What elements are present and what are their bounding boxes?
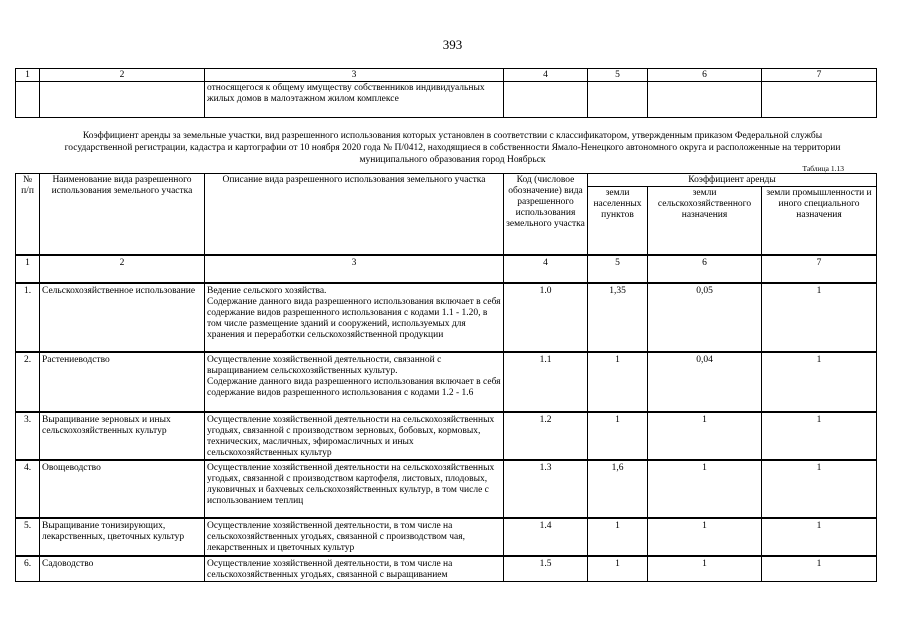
row-coef-agri: 0,04 — [648, 352, 762, 412]
row-name — [40, 82, 205, 118]
row-coef-industry — [762, 82, 877, 118]
table-heading: Коэффициент аренды за земельные участки, вид разрешенного использования которых установлен в соответствии с классификатором, утвержденным приказом Федеральной службы государственной регистрации, кадастра и картографии от 10 ноября 2020 года № П/0412, находящиеся в собственности Ямало-Ненецкого автономного округа и расположенные на территории муниципального образования город Ноябрьск — [64, 131, 841, 165]
row-code: 1.4 — [504, 518, 588, 556]
row-coef-industry: 1 — [762, 518, 877, 556]
table-row — [16, 460, 877, 518]
row-coef-industry: 1 — [762, 352, 877, 412]
header-coef-settlements: земли населенных пунктов — [588, 187, 648, 255]
header-coef: Коэффициент аренды — [588, 174, 877, 187]
table-row — [16, 283, 877, 352]
index-row — [16, 255, 877, 283]
col-index: 5 — [588, 255, 648, 283]
row-coef-settlements: 1,35 — [588, 283, 648, 352]
row-name: Садоводство — [40, 556, 205, 582]
row-description: Осуществление хозяйственной деятельности, в том числе на сельскохозяйственных угодьях, связанной с производством чая, лекарственных и цветочных культур — [205, 518, 504, 556]
row-code: 1.1 — [504, 352, 588, 412]
rent-coefficient-table — [15, 173, 877, 582]
row-description: Осуществление хозяйственной деятельности, в том числе на сельскохозяйственных угодьях, связанной с выращиванием — [205, 556, 504, 582]
row-name: Выращивание зерновых и иных сельскохозяйственных культур — [40, 412, 205, 460]
row-coef-agri: 0,05 — [648, 283, 762, 352]
row-number — [16, 82, 40, 118]
row-coef-agri: 1 — [648, 518, 762, 556]
page-number: 393 — [442, 37, 463, 52]
col-index: 5 — [588, 69, 648, 82]
row-coef-industry: 1 — [762, 412, 877, 460]
row-coef-settlements: 1 — [588, 556, 648, 582]
col-index: 4 — [504, 69, 588, 82]
row-coef-industry: 1 — [762, 556, 877, 582]
row-description: относящегося к общему имуществу собственников индивидуальных жилых домов в малоэтажном жилом комплексе — [205, 82, 504, 118]
col-index: 4 — [504, 255, 588, 283]
row-number: 1. — [16, 283, 40, 352]
row-coef-agri — [648, 82, 762, 118]
row-code: 1.3 — [504, 460, 588, 518]
row-number: 5. — [16, 518, 40, 556]
row-number: 2. — [16, 352, 40, 412]
row-code: 1.2 — [504, 412, 588, 460]
row-description: Ведение сельского хозяйства. Содержание данного вида разрешенного использования включает в себя содержание видов разрешенного использования с кодами 1.1 - 1.20, в том числе размещение зданий и сооружений, используемых для хранения и переработки сельскохозяйственной продукции — [205, 283, 504, 352]
table-row — [16, 518, 877, 556]
row-coef-settlements: 1 — [588, 352, 648, 412]
col-index: 7 — [762, 69, 877, 82]
col-index: 3 — [205, 69, 504, 82]
row-description: Осуществление хозяйственной деятельности на сельскохозяйственных угодьях, связанной с производством картофеля, листовых, плодовых, луковичных и бахчевых сельскохозяйственных культур, в том числе с использованием теплиц — [205, 460, 504, 518]
row-code — [504, 82, 588, 118]
header-coef-agri: земли сельскохозяйственного назначения — [648, 187, 762, 255]
table-row — [16, 352, 877, 412]
row-coef-settlements: 1 — [588, 518, 648, 556]
col-index: 6 — [648, 255, 762, 283]
continuation-index-row — [16, 69, 877, 82]
col-index: 7 — [762, 255, 877, 283]
continuation-table — [15, 68, 877, 118]
row-number: 4. — [16, 460, 40, 518]
col-index: 1 — [16, 255, 40, 283]
col-index: 2 — [40, 255, 205, 283]
row-name: Растениеводство — [40, 352, 205, 412]
row-code: 1.5 — [504, 556, 588, 582]
col-index: 3 — [205, 255, 504, 283]
header-description: Описание вида разрешенного использования земельного участка — [205, 174, 504, 255]
table-row — [16, 556, 877, 582]
header-coef-industry: земли промышленности и иного специального назначения — [762, 187, 877, 255]
row-coef-agri: 1 — [648, 556, 762, 582]
row-name: Сельскохозяйственное использование — [40, 283, 205, 352]
header-row — [16, 174, 877, 187]
row-number: 3. — [16, 412, 40, 460]
row-coef-settlements: 1,6 — [588, 460, 648, 518]
row-coef-settlements — [588, 82, 648, 118]
table-label: Таблица 1.13 — [802, 164, 844, 173]
col-index: 1 — [16, 69, 40, 82]
row-description: Осуществление хозяйственной деятельности, связанной с выращиванием сельскохозяйственных культур. Содержание данного вида разрешенного использования включает в себя содержание видов разрешенного использования с кодами 1.2 - 1.6 — [205, 352, 504, 412]
header-name: Наименование вида разрешенного использования земельного участка — [40, 174, 205, 255]
row-name: Выращивание тонизирующих, лекарственных, цветочных культур — [40, 518, 205, 556]
row-coef-agri: 1 — [648, 460, 762, 518]
row-name: Овощеводство — [40, 460, 205, 518]
row-description: Осуществление хозяйственной деятельности на сельскохозяйственных угодьях, связанной с производством зерновых, бобовых, кормовых, технических, масличных, эфиромасличных и иных сельскохозяйственных культур — [205, 412, 504, 460]
continuation-row — [16, 82, 877, 118]
row-coef-industry: 1 — [762, 283, 877, 352]
header-num: № п/п — [16, 174, 40, 255]
col-index: 2 — [40, 69, 205, 82]
row-coef-settlements: 1 — [588, 412, 648, 460]
row-coef-industry: 1 — [762, 460, 877, 518]
row-coef-agri: 1 — [648, 412, 762, 460]
table-row — [16, 412, 877, 460]
row-number: 6. — [16, 556, 40, 582]
row-code: 1.0 — [504, 283, 588, 352]
header-code: Код (числовое обозначение) вида разрешенного использования земельного участка — [504, 174, 588, 255]
col-index: 6 — [648, 69, 762, 82]
